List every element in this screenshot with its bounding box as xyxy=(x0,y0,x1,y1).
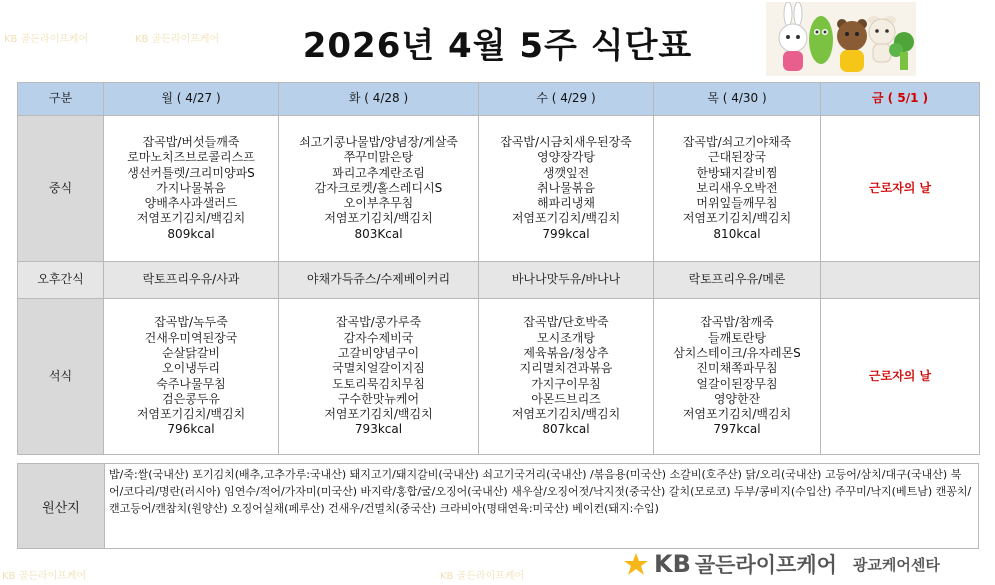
menu-item: 생깻잎전 xyxy=(542,165,590,180)
menu-item: 감자크로켓/홀스레디시S xyxy=(314,180,443,195)
menu-item: 순살닭갈비 xyxy=(162,345,220,360)
snack-friday xyxy=(821,262,980,299)
menu-item: 근대된장국 xyxy=(708,150,766,165)
menu-item: 보리새우오박전 xyxy=(696,180,778,195)
snack-label: 오후간식 xyxy=(18,262,104,299)
menu-item: 모시조개탕 xyxy=(537,330,595,345)
menu-item: 감자수제비국 xyxy=(343,330,414,345)
menu-item: 들깨토란탕 xyxy=(708,330,766,345)
menu-item: 검은콩두유 xyxy=(162,391,220,406)
origin-label: 원산지 xyxy=(18,464,105,549)
page-title: 2026년 4월 5주 식단표 xyxy=(302,26,693,66)
menu-item: 저염포기김치/백김치 xyxy=(511,211,621,226)
watermark: KB 골든라이프케어 xyxy=(4,34,89,45)
menu-item: 한방돼지갈비찜 xyxy=(696,165,778,180)
menu-item: 꽈리고추계란조림 xyxy=(332,165,425,180)
menu-item: 저염포기김치/백김치 xyxy=(682,407,792,422)
menu-item: 저염포기김치/백김치 xyxy=(511,407,621,422)
dinner-thursday xyxy=(654,299,821,455)
menu-item: 가지구이무침 xyxy=(531,376,601,391)
menu-item: 저염포기김치/백김치 xyxy=(682,211,792,226)
menu-item: 잡곡밥/쇠고기야채죽 xyxy=(682,134,792,149)
menu-item: 잡곡밥/시금치새우된장죽 xyxy=(500,134,632,149)
lunch-row xyxy=(18,116,980,262)
menu-calories: 796kcal xyxy=(167,422,215,437)
menu-item: 취나물볶음 xyxy=(537,180,595,195)
kb-star-icon xyxy=(622,552,650,576)
menu-item: 가지나물볶음 xyxy=(156,180,226,195)
menu-item: 진미채쪽파무침 xyxy=(696,361,778,376)
menu-item: 저염포기김치/백김치 xyxy=(324,211,433,226)
header-category: 구분 xyxy=(18,83,104,116)
header-friday: 금 ( 5/1 ) xyxy=(821,83,980,116)
menu-item: 저염포기김치/백김치 xyxy=(136,211,246,226)
menu-calories: 799kcal xyxy=(542,226,590,241)
menu-calories: 809kcal xyxy=(167,226,215,241)
dinner-monday xyxy=(104,299,279,455)
header-thursday: 목 ( 4/30 ) xyxy=(654,83,821,116)
menu-item: 잡곡밥/버섯들깨죽 xyxy=(142,134,240,149)
header-monday: 월 ( 4/27 ) xyxy=(104,83,279,116)
menu-item: 저염포기김치/백김치 xyxy=(136,407,246,422)
dinner-tuesday xyxy=(279,299,479,455)
menu-calories: 803Kcal xyxy=(354,226,403,241)
origin-text: 밥/죽:쌀(국내산) 포기김치(배추,고추가루:국내산) 돼지고기/돼지갈비(국내산) 쇠고기국거리(국내산) /볶음용(미국산) 소갈비(호주산) 닭/오리(국내산) 고등어/삼치/대구(국내산) 북어/코다리/명란(러시아) 임연수/적어/가자미(미국산) 바지락/홍합/굴/오징어(국내산) 새우살/오징어젓/낙지젓(중국산) 갈치(모로코) 두부/콩비지(수입산) 주꾸미/낙지(베트남) 캔꽁치/캔고등어/캔참치(원양산) 오징어실채(페루산) 건새우/건멸치(중국산) 크라비아(명태연육:미국산) 베이컨(돼지:수입) xyxy=(105,464,979,549)
snack-monday: 락토프리우유/사과 xyxy=(104,262,279,299)
menu-item: 쇠고기콩나물밥/양념장/게살죽 xyxy=(299,134,458,149)
menu-item: 잡곡밥/녹두죽 xyxy=(154,315,228,330)
snack-thursday: 락토프리우유/메론 xyxy=(654,262,821,299)
menu-item: 양배추사과샐러드 xyxy=(144,196,238,211)
menu-item: 도토리묵김치무침 xyxy=(332,376,425,391)
menu-item: 잡곡밥/콩가루죽 xyxy=(335,315,422,330)
dinner-friday-holiday: 근로자의 날 xyxy=(821,299,980,455)
footer-kb: KB xyxy=(654,550,691,578)
watermark: KB 골든라이프케어 xyxy=(2,571,87,582)
menu-item: 잡곡밥/참깨죽 xyxy=(700,315,774,330)
dinner-row xyxy=(18,299,980,455)
menu-item: 삼치스테이크/유자레몬S xyxy=(673,345,801,360)
lunch-monday xyxy=(104,116,279,262)
origin-row xyxy=(18,464,979,549)
dinner-wednesday xyxy=(479,299,654,455)
menu-item: 고갈비양념구이 xyxy=(337,345,420,360)
menu-item: 오이냉두리 xyxy=(162,361,220,376)
menu-item: 저염포기김치/백김치 xyxy=(324,407,433,422)
lunch-wednesday xyxy=(479,116,654,262)
menu-item: 쭈꾸미맑은탕 xyxy=(343,150,414,165)
header-wednesday: 수 ( 4/29 ) xyxy=(479,83,654,116)
menu-item: 지리멸치견과볶음 xyxy=(519,361,613,376)
footer-logo xyxy=(622,549,940,579)
mascot-illustration xyxy=(766,2,916,76)
menu-item: 건새우미역된장국 xyxy=(144,330,238,345)
meal-table xyxy=(17,82,980,455)
snack-row xyxy=(18,262,980,299)
origin-table xyxy=(17,463,979,549)
snack-wednesday: 바나나맛두유/바나나 xyxy=(479,262,654,299)
dinner-label: 석식 xyxy=(18,299,104,455)
lunch-thursday xyxy=(654,116,821,262)
watermark: KB 골든라이프케어 xyxy=(135,34,220,45)
menu-item: 영양장각탕 xyxy=(537,150,595,165)
menu-calories: 793kcal xyxy=(354,422,403,437)
menu-item: 숙주나물무침 xyxy=(156,376,226,391)
header-tuesday: 화 ( 4/28 ) xyxy=(279,83,479,116)
lunch-tuesday xyxy=(279,116,479,262)
footer-center-name: 광교케어센타 xyxy=(852,555,940,574)
menu-item: 국멸치얼갈이지짐 xyxy=(332,361,425,376)
table-header-row xyxy=(18,83,980,116)
lunch-friday-holiday: 근로자의 날 xyxy=(821,116,980,262)
menu-item: 로마노치즈브로콜리스프 xyxy=(127,150,255,165)
menu-item: 해파리냉채 xyxy=(537,196,595,211)
watermark: KB 골든라이프케어 xyxy=(440,571,525,582)
menu-item: 잡곡밥/단호박죽 xyxy=(523,315,609,330)
snack-tuesday: 야채가득쥬스/수제베이커리 xyxy=(279,262,479,299)
menu-calories: 807kcal xyxy=(542,422,590,437)
menu-item: 생선커틀렛/크리미양파S xyxy=(127,165,255,180)
lunch-label: 중식 xyxy=(18,116,104,262)
menu-item: 머위잎들깨무침 xyxy=(696,196,778,211)
menu-item: 영양한잔 xyxy=(713,391,761,406)
menu-item: 아몬드브리즈 xyxy=(531,391,601,406)
menu-item: 구수한맛뉴케어 xyxy=(337,391,420,406)
footer-brand: 골든라이프케어 xyxy=(694,553,837,577)
menu-item: 얼갈이된장무침 xyxy=(696,376,778,391)
menu-calories: 810kcal xyxy=(713,226,761,241)
menu-calories: 797kcal xyxy=(713,422,761,437)
menu-item: 제육볶음/청상추 xyxy=(523,345,609,360)
menu-item: 오이부추무침 xyxy=(343,196,414,211)
